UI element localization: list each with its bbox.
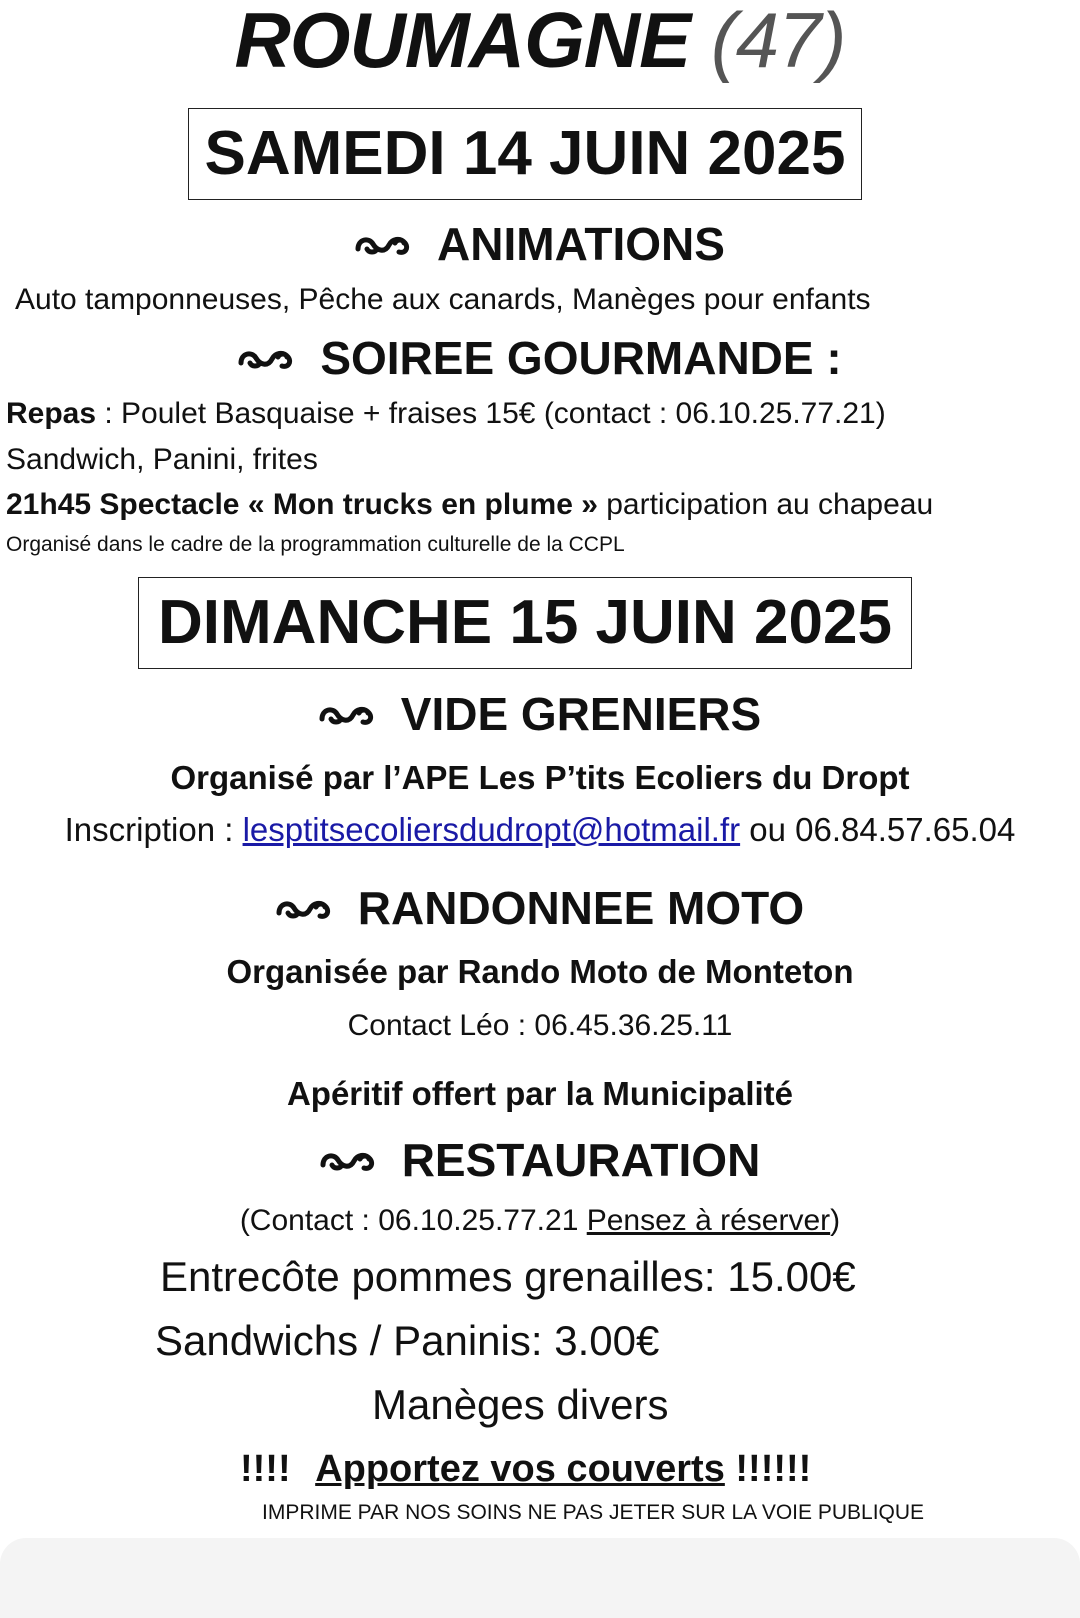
sandwich-line: Sandwich, Panini, frites [6,443,318,476]
couverts-prefix: !!!! [240,1448,291,1490]
inscription-label: Inscription : [64,811,243,848]
town-name: ROUMAGNE [234,0,691,84]
repas-line [6,396,886,432]
inscription-phone: ou 06.84.57.65.04 [740,811,1016,848]
soiree-title: SOIREE GOURMANDE [320,332,814,384]
vide-greniers-title: VIDE GRENIERS [400,688,762,740]
scroll-ornament-icon [320,1147,378,1175]
restauration-title: RESTAURATION [401,1134,761,1186]
animations-list-text: Auto tamponneuses, Pêche aux canards, Manèges pour enfants [15,283,871,316]
department-number: (47) [710,0,846,84]
randonnee-heading [0,882,1080,934]
entrecote-line: Entrecôte pommes grenailles: 15.00€ [160,1253,856,1300]
repas-text: : Poulet Basquaise + fraises 15€ (contact : 06.10.25.77.21) [96,397,886,430]
scroll-ornament-icon [355,231,413,259]
sunday-date: DIMANCHE 15 JUIN 2025 [158,588,892,657]
vide-greniers-organizer: Organisé par l’APE Les P’tits Ecoliers du Dropt [170,759,910,796]
saturday-date: SAMEDI 14 JUIN 2025 [204,119,846,188]
sandwichs-line: Sandwichs / Paninis: 3.00€ [155,1317,660,1364]
soiree-title-suffix: : [813,332,842,384]
couverts-suffix: !!!!!! [724,1448,812,1490]
restauration-contact-suffix: ) [830,1204,841,1237]
restauration-contact [0,1203,1080,1239]
repas-label: Repas [6,397,97,430]
couverts-label: Apportez vos couverts [315,1448,725,1490]
spectacle-line [6,487,933,523]
vide-greniers-heading [0,688,1080,740]
page-title [0,0,1080,84]
animations-title: ANIMATIONS [437,218,725,270]
scroll-ornament-icon [238,345,296,373]
saturday-date-box [188,108,862,200]
animations-list [15,282,871,318]
footer-note: IMPRIME PAR NOS SOINS NE PAS JETER SUR LA VOIE PUBLIQUE [262,1501,925,1524]
inscription-line [0,810,1080,850]
restauration-contact-prefix: (Contact : 06.10.25.77.21 [239,1204,587,1237]
scroll-ornament-icon [276,895,334,923]
randonnee-title: RANDONNEE MOTO [357,882,805,934]
aperitif-line: Apéritif offert par la Municipalité [286,1075,794,1112]
soiree-heading [0,332,1080,384]
animations-heading [0,218,1080,270]
organized-note: Organisé dans le cadre de la programmation culturelle de la CCPL [6,533,625,556]
scroll-ornament-icon [319,701,377,729]
maneges-line: Manèges divers [372,1381,669,1428]
email-link[interactable]: lesptitsecoliersdudropt@hotmail.fr [242,811,741,848]
spectacle-rest: participation au chapeau [597,488,934,521]
reserve-note: Pensez à réserver [586,1204,831,1237]
randonnee-contact: Contact Léo : 06.45.36.25.11 [347,1009,733,1042]
restauration-heading [0,1134,1080,1186]
couverts-line [240,1446,811,1492]
randonnee-organizer: Organisée par Rando Moto de Monteton [226,953,854,990]
bottom-sheet-edge [0,1538,1080,1618]
spectacle-title: 21h45 Spectacle « Mon trucks en plume » [6,488,598,521]
sunday-date-box [138,577,912,669]
